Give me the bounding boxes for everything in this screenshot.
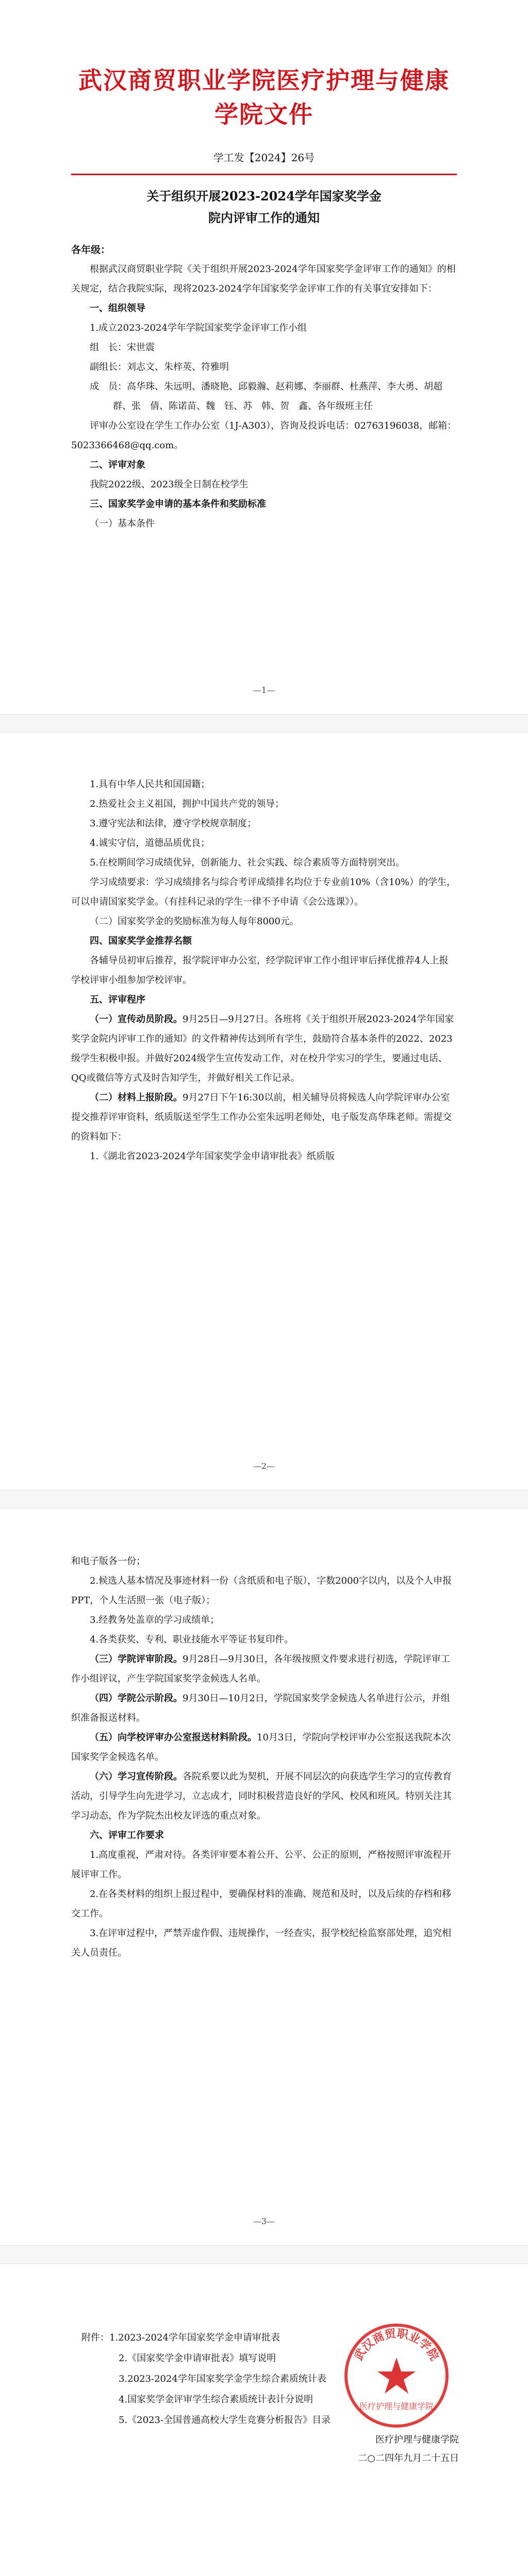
signature-org: 医疗护理与健康学院: [375, 2434, 459, 2445]
step6-paragraph: [71, 1767, 457, 1826]
office-info: 评审办公室设在学生工作办公室（1J-A303），咨询及投诉电话：02763196038，邮箱：5023366468@qq.com。: [71, 420, 457, 451]
doc-title-line2: 院内评审工作的通知: [208, 210, 320, 225]
material-3: 3.经教务处盖章的学习成绩单；: [90, 1615, 220, 1625]
material-cont: 和电子版各一份；: [71, 1556, 145, 1567]
section6-heading: 六、评审工作要求: [90, 1830, 164, 1841]
section1-heading: 一、组织领导: [90, 303, 145, 314]
step3-paragraph: [71, 1650, 457, 1689]
requirement-2: 2.在各类材料的组织上报过程中，要确保材料的准确、规范和及时，以及后续的存档和移交工作。: [71, 1889, 452, 1919]
step4-paragraph: [71, 1689, 457, 1728]
section1-item1: 1.成立2023-2024学年学院国家奖学金评审工作小组: [90, 323, 307, 333]
step4-text: 9月30日—10月2日，学院国家奖学金候选人名单进行公示，并组织准备报送材料。: [71, 1693, 450, 1723]
step6-text: 各院系要以此为契机，开展不同层次的向获选学生学习的宣传教育活动，引导学生向先进学习，立志成才，同时积极营造良好的学风、校风和班风。特别关注其学习动态，作为学院杰出校友评选的重点对象。: [71, 1771, 452, 1821]
doc-number: 学工发【2024】26号: [213, 151, 315, 164]
red-divider: [71, 174, 457, 175]
material-2: 2.候选人基本情况及事迹材料一份（含纸质和电子版），字数2000字以内，以及个人申报PPT，个人生活照一张（电子版）；: [71, 1575, 452, 1606]
seal-sub-text: 医疗护理与健康学院: [359, 2401, 434, 2411]
condition-note: 学习成绩要求：学习成绩排名与综合考评成绩排名均位于专业前10%（含10%）的学生，可以申请国家奖学金。（有挂科记录的学生一律不予申请《会公选课》）。: [71, 877, 456, 907]
section5-heading: 五、评审程序: [90, 994, 145, 1005]
condition-4: 4.诚实守信，道德品质优良；: [90, 838, 210, 849]
page-3: [0, 1511, 528, 2242]
page-separator: [0, 2245, 528, 2264]
doc-title-line1: 关于组织开展2023-2024学年国家奖学金: [146, 189, 382, 204]
signature-block: [309, 2431, 459, 2468]
condition-1: 1.具有中华人民共和国国籍；: [90, 779, 210, 790]
group-leader: 组 长：宋世震: [90, 342, 155, 353]
salutation: 各年级：: [71, 244, 111, 256]
step6-title: （六）学习宣传阶段。: [90, 1771, 183, 1782]
group-deputy: 副组长：刘志文、朱梓英、符雅明: [90, 362, 229, 372]
section2-heading: 二、评审对象: [90, 460, 145, 470]
award-standard: （二）国家奖学金的奖励标准为每人每年8000元。: [90, 916, 299, 927]
group-members: 成 员：高华珠、朱远明、潘晓艳、邱毅瀚、赵莉娜、李丽群、杜燕萍、李大勇、胡超群、张 倩、陈诺苗、魏 钰、苏 韩、贺 鑫、各年级班主任: [90, 381, 442, 412]
step2-item1: 1.《湖北省2023-2024学年国家奖学金申请审批表》纸质版: [90, 1151, 335, 1162]
step2-text: 9月27日下午16:30以前，相关辅导员将候选人向学院评审办公室提交推荐评审资料，纸质版送至学生工作办公室朱远明老师处，电子版发高华珠老师。需提交的资料如下：: [71, 1092, 452, 1142]
attachment-5: 5.《2023-全国普通高校大学生竞赛分析报告》目录: [119, 2415, 331, 2426]
signature-date: 二○二四年九月二十五日: [358, 2453, 459, 2464]
section3-heading: 三、国家奖学金申请的基本条件和奖励标准: [90, 499, 266, 510]
step3-text: 9月28日—9月30日，各年级按照文件要求进行初选，学院评审工作小组评议，产生学院国家奖学金候选人名单。: [71, 1654, 450, 1684]
requirement-3: 3.在评审过程中，严禁弄虚作假、违规操作，一经查实，报学校纪检监察部处理，追究相关人员责任。: [71, 1928, 452, 1958]
step5-title: （五）向学校评审办公室报送材料阶段。: [90, 1732, 257, 1743]
svg-text:武汉商贸职业学院: [352, 2327, 441, 2363]
attachment-label: 附件：: [81, 2332, 109, 2343]
page-4: [0, 2266, 528, 2576]
intro-paragraph: 根据武汉商贸职业学院《关于组织开展2023-2024学年国家奖学金评审工作的通知》的相关规定，结合我院实际，现将2023-2024学年国家奖学金评审工作的有关事宜安排如下：: [71, 264, 456, 294]
attachment-2: 2.《国家奖学金申请审批表》填写说明: [119, 2353, 276, 2364]
step5-text: 10月3日，学院向学校评审办公室报送我院本次国家奖学金候选名单。: [71, 1732, 451, 1762]
section4-heading: 四、国家奖学金推荐名额: [90, 936, 192, 946]
page-2: [0, 735, 528, 1487]
seal-arc-text: 武汉商贸职业学院: [352, 2327, 441, 2363]
section4-text: 各辅导员初审后推荐，报学院评审办公室，经学院评审工作小组评审后择优推荐4人上报学校评审小组参加学校评审。: [71, 955, 449, 986]
section3-sub1: （一）基本条件: [90, 518, 155, 529]
doc-title: [71, 185, 457, 229]
step5-paragraph: [71, 1728, 457, 1767]
page-number-2: —2—: [253, 1461, 275, 1471]
page-1: [0, 0, 528, 711]
org-title: 武汉商贸职业学院医疗护理与健康学院文件: [78, 66, 450, 128]
official-seal-icon: [342, 2321, 451, 2430]
condition-3: 3.遵守宪法和法律，遵守学校规章制度；: [90, 818, 257, 829]
material-4: 4.各类获奖、专利、职业技能水平等证书复印件。: [90, 1634, 294, 1645]
page-separator: [0, 1490, 528, 1509]
step1-text: 9月25日—9月27日。各班将《关于组织开展2023-2024学年国家奖学金院内评审工作的通知》的文件精神传达到所有学生，鼓励符合基本条件的2022、2023级学生积极申报。并做好2024级学生宣传发动工作，对在校升学实习的学生，要通过电话、QQ或微信等方式及时告知学生，并做好相关工作记录。: [71, 1014, 454, 1083]
condition-5: 5.在校期间学习成绩优异，创新能力、社会实践、综合素质等方面特别突出。: [90, 857, 405, 868]
page-separator: [0, 714, 528, 733]
step2-paragraph: [71, 1088, 457, 1147]
requirement-1: 1.高度重视，严肃对待。各类评审要本着公开、公平、公正的原则，严格按照评审流程开展评审工作。: [71, 1850, 452, 1880]
step2-title: （二）材料上报阶段。: [90, 1092, 183, 1103]
attachment-1-text: 1.2023-2024学年国家奖学金申请审批表: [109, 2332, 280, 2343]
step4-title: （四）学院公示阶段。: [90, 1693, 183, 1704]
attachment-4: 4.国家奖学金评审学生综合素质统计表计分说明: [119, 2394, 314, 2405]
section2-text: 我院2022级、2023级全日制在校学生: [90, 479, 249, 490]
step1-paragraph: [71, 1010, 457, 1088]
page-number-1: —1—: [253, 685, 275, 695]
step3-title: （三）学院评审阶段。: [90, 1654, 183, 1665]
page-number-3: —3—: [253, 2216, 275, 2226]
condition-2: 2.热爱社会主义祖国，拥护中国共产党的领导；: [90, 799, 285, 809]
step1-title: （一）宣传动员阶段。: [90, 1014, 183, 1025]
attachment-3: 3.2023-2024学年国家奖学金学生综合素质统计表: [119, 2374, 326, 2384]
